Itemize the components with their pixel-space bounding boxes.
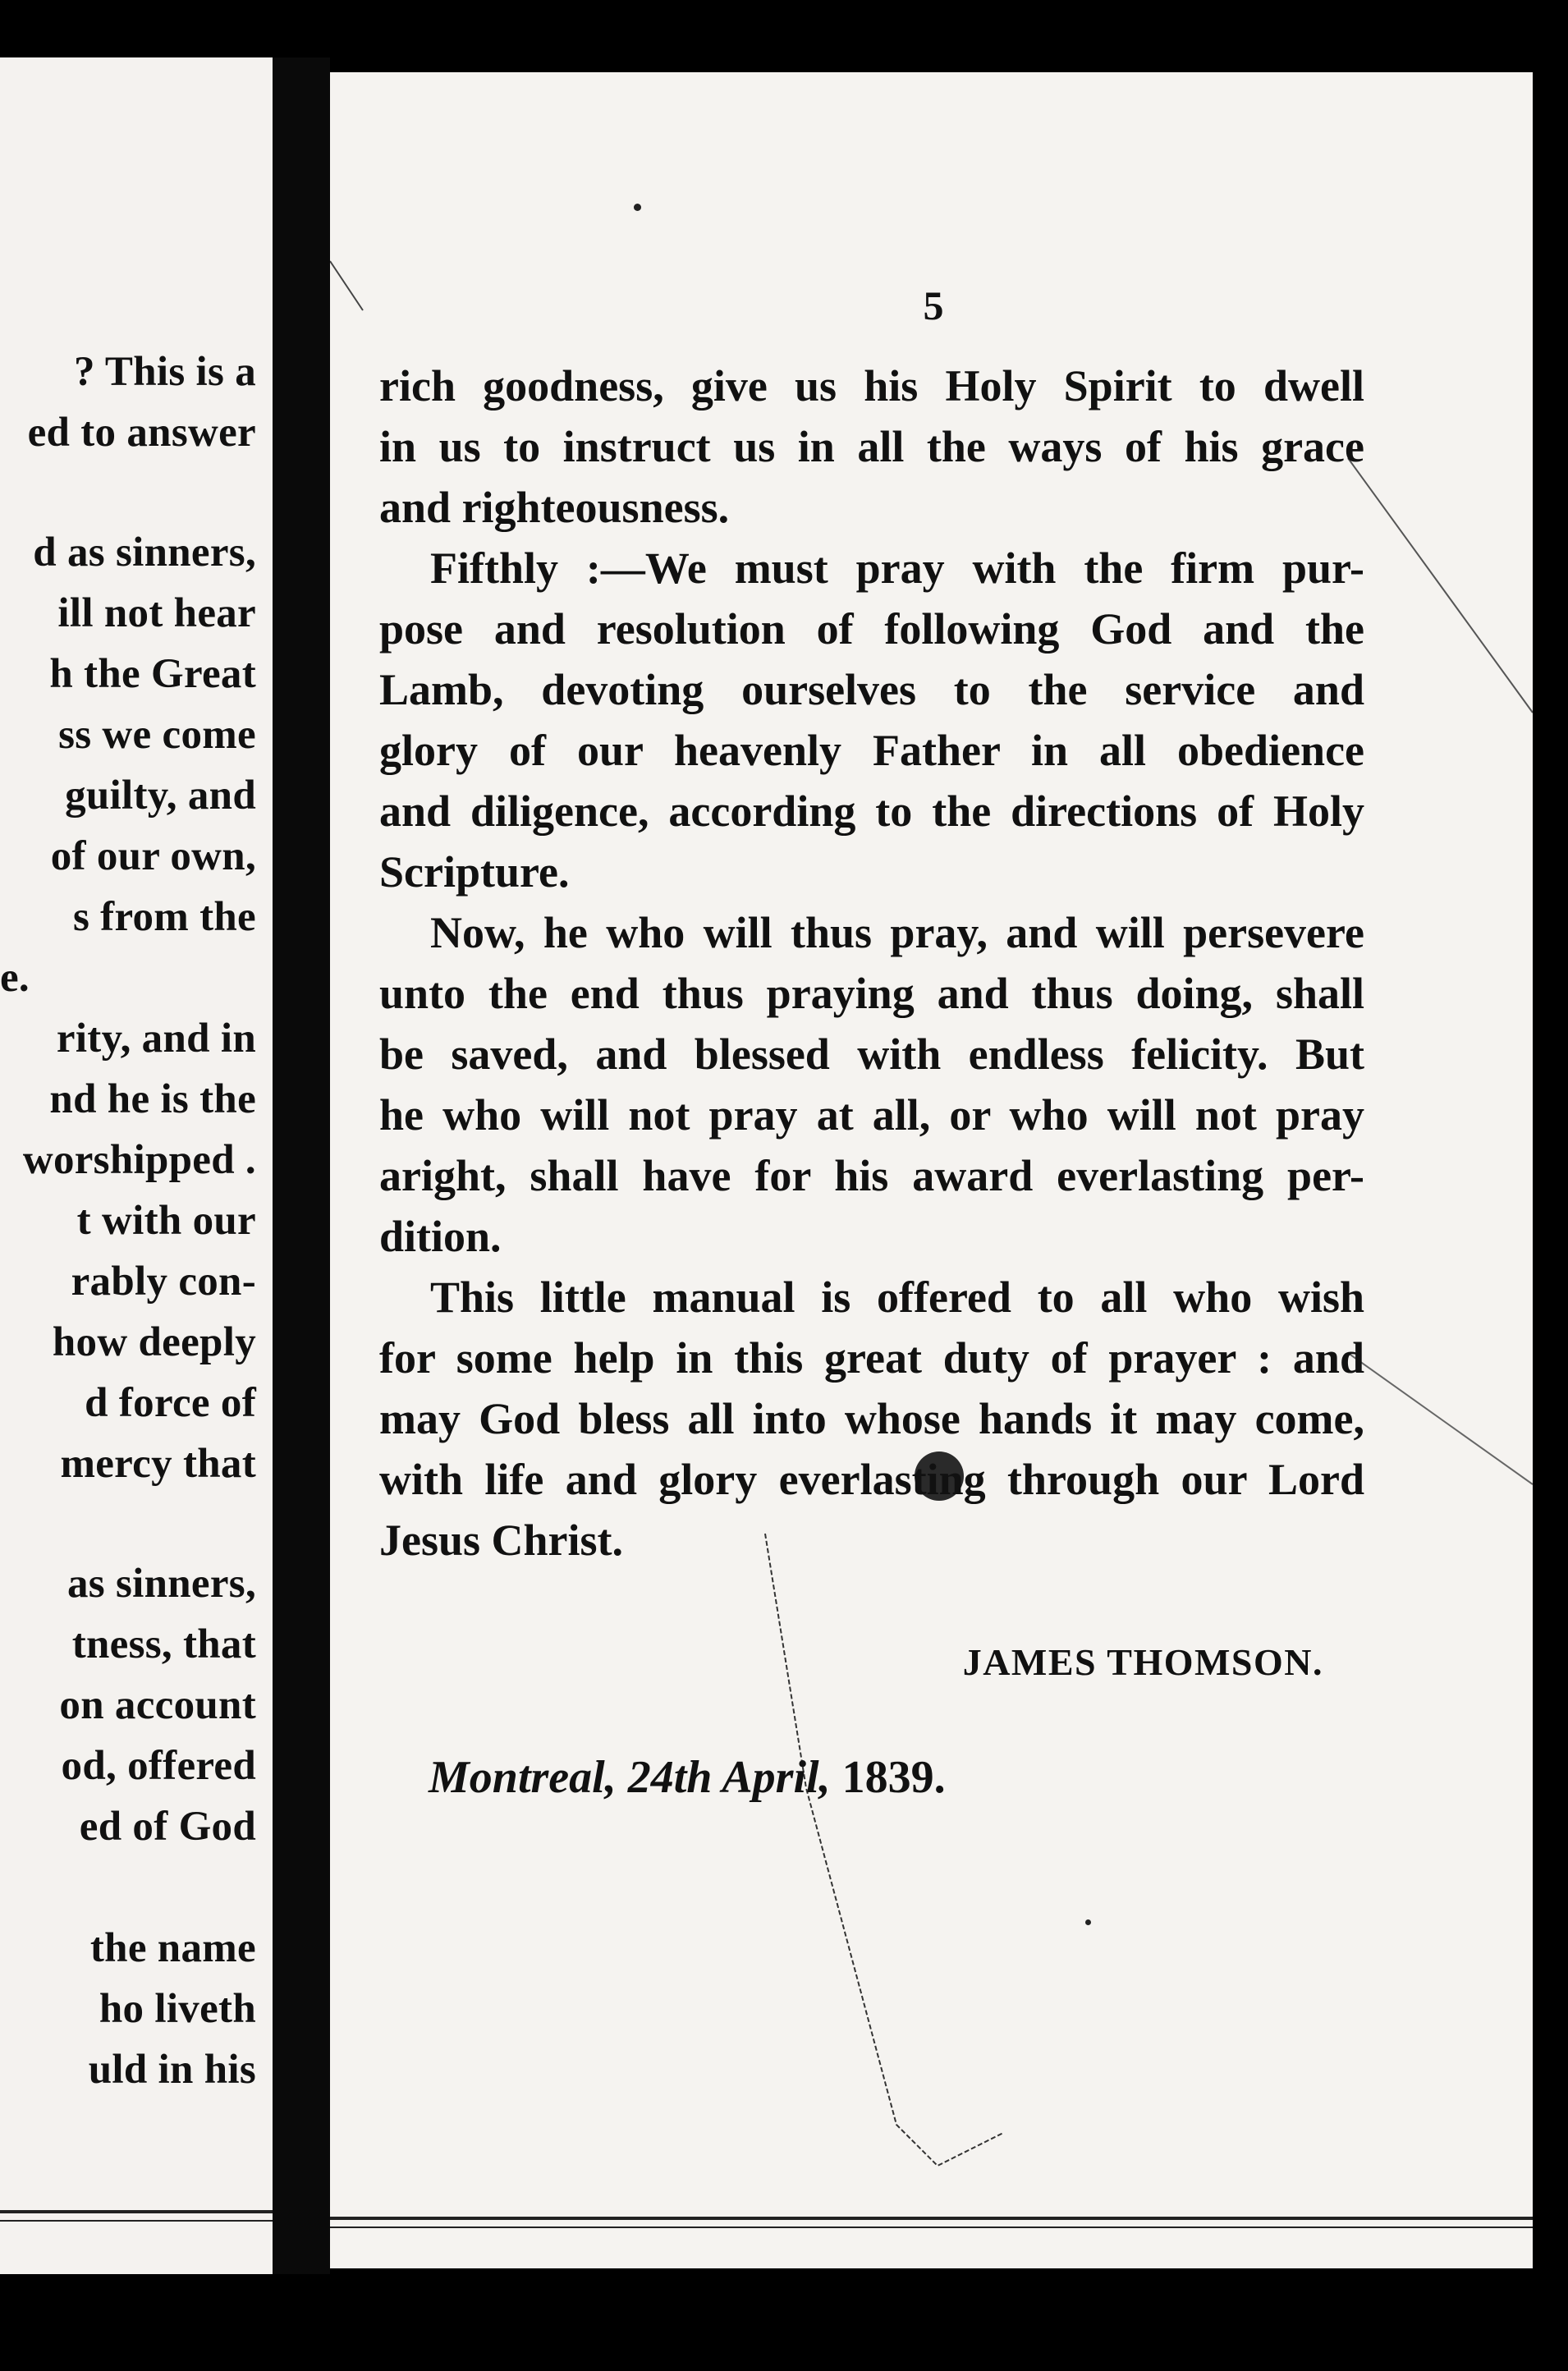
left-fragment-line: how deeply xyxy=(52,1319,256,1365)
book-gutter xyxy=(273,57,330,2291)
text-line: unto the end thus praying and thus doing, shall xyxy=(379,969,1364,1018)
left-fragment-line: s from the xyxy=(72,894,256,940)
text-line: for some help in this great duty of prayer : and xyxy=(379,1333,1364,1383)
left-fragment-line: ho liveth xyxy=(99,1986,256,2032)
author-signature: JAMES THOMSON. xyxy=(962,1641,1323,1683)
left-page-fragment xyxy=(0,57,279,2274)
text-line: pose and resolution of following God and the xyxy=(379,604,1364,654)
left-fragment-line: nd he is the xyxy=(49,1076,256,1122)
page-bottom-rule xyxy=(0,2210,279,2213)
left-fragment-line: ill not hear xyxy=(57,590,256,636)
left-fragment-line: the name xyxy=(89,1925,256,1971)
text-line: Jesus Christ. xyxy=(379,1516,624,1565)
text-line: with life and glory everlasting through our Lord xyxy=(379,1455,1364,1504)
scan-border-bottom xyxy=(0,2274,1568,2371)
text-line: in us to instruct us in all the ways of his grace xyxy=(379,422,1364,471)
left-fragment-line: of our own, xyxy=(50,833,256,879)
text-line: he who will not pray at all, or who will not pray xyxy=(379,1090,1364,1140)
left-fragment-line: ed to answer xyxy=(27,410,256,456)
left-fragment-line: od, offered xyxy=(61,1743,256,1789)
text-line: Scripture. xyxy=(379,847,570,897)
ink-speck xyxy=(1085,1919,1091,1925)
left-fragment-line: tness, that xyxy=(71,1621,256,1667)
left-fragment-line: on account xyxy=(59,1682,256,1728)
text-line: This little manual is offered to all who wish xyxy=(430,1273,1364,1322)
text-line: and diligence, according to the directions of Holy xyxy=(379,787,1364,836)
page-number: 5 xyxy=(923,282,944,328)
right-page xyxy=(330,72,1533,2268)
left-fragment-line: uld in his xyxy=(88,2047,256,2093)
page-bottom-rule xyxy=(330,2217,1533,2220)
text-line: be saved, and blessed with endless felicity. But xyxy=(379,1030,1364,1079)
left-fragment-line: as sinners, xyxy=(66,1561,256,1607)
left-fragment-line: d as sinners, xyxy=(33,530,256,576)
left-fragment-line: mercy that xyxy=(60,1441,256,1487)
left-fragment-line: d force of xyxy=(85,1380,256,1426)
text-line: may God bless all into whose hands it may come, xyxy=(379,1394,1364,1443)
left-fragment-line: guilty, and xyxy=(65,773,256,819)
ink-speck xyxy=(634,204,641,211)
scan-border-top xyxy=(0,0,1568,57)
text-line: and righteousness. xyxy=(379,483,730,532)
left-fragment-line: h the Great xyxy=(49,651,256,697)
body-text xyxy=(379,355,1364,1571)
text-line: Now, he who will thus pray, and will persevere xyxy=(430,908,1364,957)
text-line: Lamb, devoting ourselves to the service and xyxy=(379,665,1364,714)
dateline xyxy=(429,1751,946,1804)
text-line: Fifthly :—We must pray with the firm pur- xyxy=(430,543,1364,593)
left-fragment-line: ? This is a xyxy=(73,349,256,395)
left-fragment-line: worshipped . xyxy=(22,1137,256,1183)
left-fragment-line: t with our xyxy=(76,1198,256,1244)
text-line: aright, shall have for his award everlasting per- xyxy=(379,1151,1364,1200)
scan-border-right xyxy=(1534,0,1568,2371)
page-bottom-rule xyxy=(0,2220,279,2222)
left-fragment-line: rably con- xyxy=(71,1259,256,1305)
left-fragment-line: ss we come xyxy=(58,712,256,758)
left-fragment-line: ed of God xyxy=(79,1804,256,1850)
text-line: glory of our heavenly Father in all obedience xyxy=(379,726,1364,775)
text-line: dition. xyxy=(379,1212,502,1261)
dateline-year: 1839. xyxy=(841,1752,946,1803)
page-bottom-rule xyxy=(330,2227,1533,2228)
text-line: rich goodness, give us his Holy Spirit to dwell xyxy=(379,361,1364,410)
left-fragment-line: e. xyxy=(0,955,30,1001)
dateline-place-date: Montreal, 24th April, xyxy=(429,1752,831,1803)
left-fragment-line: rity, and in xyxy=(56,1016,256,1062)
